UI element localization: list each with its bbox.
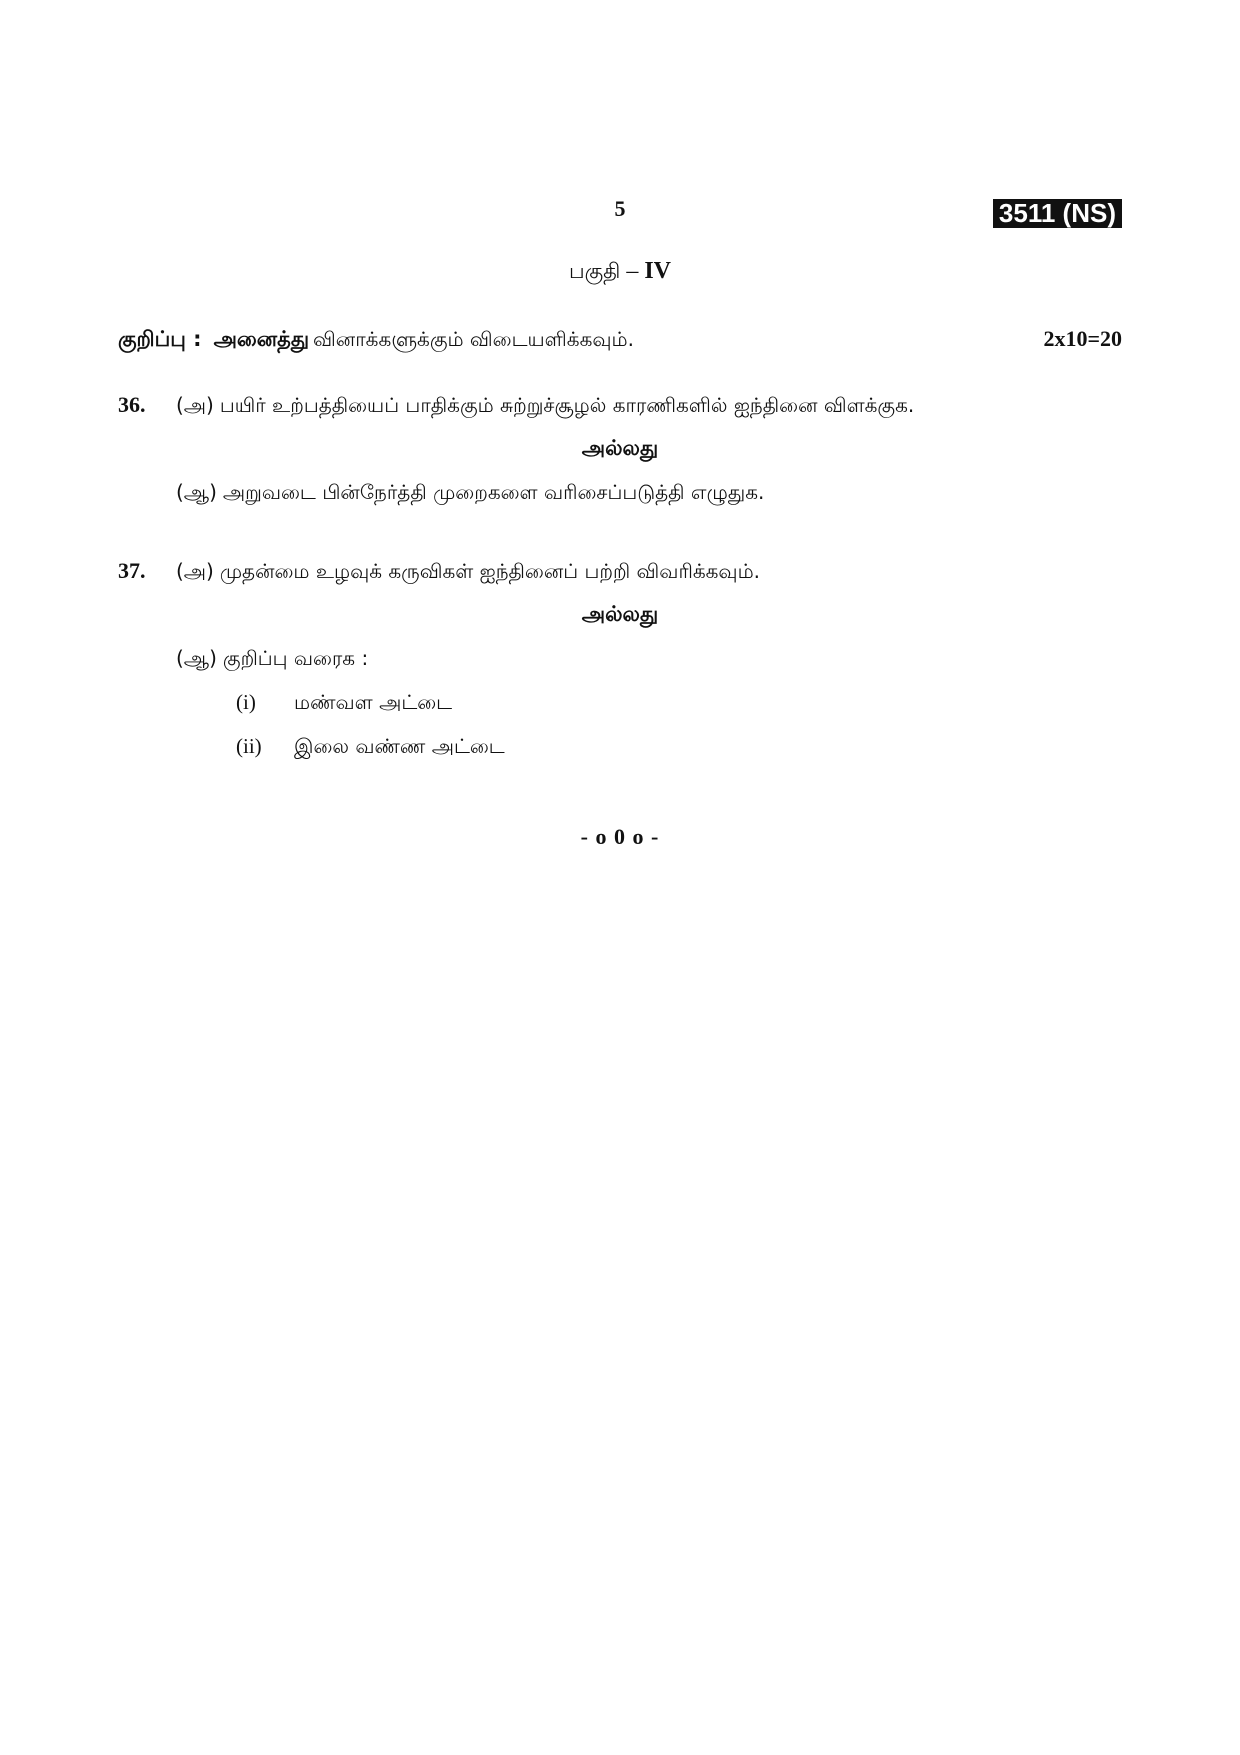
note-label: குறிப்பு :	[118, 327, 202, 351]
question-number: 37.	[118, 558, 146, 583]
question-36-option-b	[176, 480, 764, 507]
page-number: 5	[614, 196, 626, 221]
marks-scheme: 2x10=20	[1043, 326, 1122, 351]
sub-item-text: இலை வண்ண அட்டை	[294, 734, 505, 758]
instruction-note	[118, 326, 1122, 354]
question-37-option-b	[176, 646, 368, 673]
option-text: அறுவடை பின்நேர்த்தி முறைகளை வரிசைப்படுத்தி எழுதுக.	[222, 480, 765, 504]
section-title-tamil: பகுதி	[568, 259, 621, 283]
or-label: அல்லது	[581, 436, 659, 460]
section-title	[0, 258, 1240, 286]
option-marker: (ஆ)	[176, 480, 217, 504]
option-marker: (அ)	[176, 559, 214, 583]
note-emphasis: அனைத்து	[213, 327, 310, 351]
sub-item-marker: (i)	[236, 690, 256, 714]
option-text: முதன்மை உழவுக் கருவிகள் ஐந்தினைப் பற்றி விவரிக்கவும்.	[219, 559, 761, 583]
sub-item-marker: (ii)	[236, 734, 262, 758]
option-marker: (அ)	[176, 393, 214, 417]
sub-item-text: மண்வள அட்டை	[294, 690, 453, 714]
option-text: குறிப்பு வரைக :	[222, 646, 369, 670]
option-marker: (ஆ)	[176, 646, 217, 670]
sub-item	[236, 690, 452, 717]
section-title-separator: –	[626, 258, 639, 284]
option-text: பயிர் உற்பத்தியைப் பாதிக்கும் சுற்றுச்சூழல் காரணிகளில் ஐந்தினை விளக்குக.	[219, 393, 915, 417]
note-text: வினாக்களுக்கும் விடையளிக்கவும்.	[313, 327, 634, 351]
question-37-option-a	[118, 558, 760, 586]
end-of-paper-mark: - o 0 o -	[580, 824, 660, 849]
sub-item	[236, 734, 505, 761]
paper-code-badge: 3511 (NS)	[993, 199, 1122, 228]
or-label: அல்லது	[581, 602, 659, 626]
question-36-option-a	[118, 392, 914, 420]
question-number: 36.	[118, 392, 146, 417]
section-title-roman: IV	[644, 258, 672, 284]
